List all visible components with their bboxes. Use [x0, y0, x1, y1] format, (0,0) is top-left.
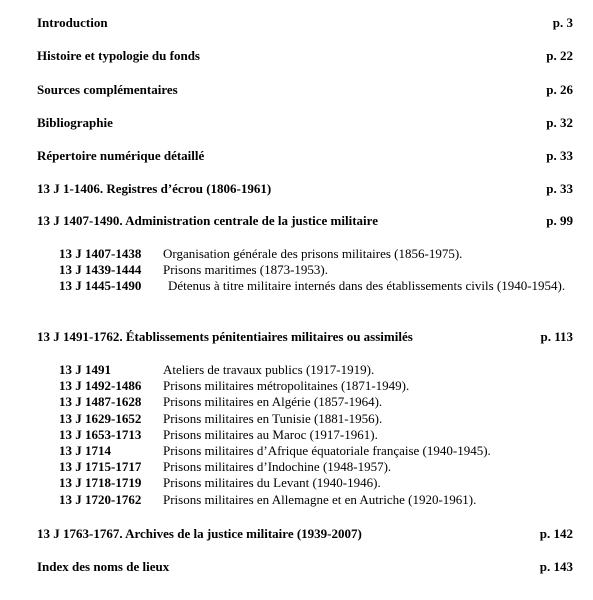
toc-entry-index[interactable] [37, 559, 573, 575]
toc-entry-histoire[interactable] [37, 48, 573, 64]
subsection-description: Organisation générale des prisons militaires (1856-1975). [163, 246, 463, 261]
toc-entry-page: p. 3 [552, 15, 573, 30]
subsection-code: 13 J 1653-1713 [59, 427, 142, 442]
subsection-code: 13 J 1491 [59, 362, 111, 377]
subsection-code: 13 J 1487-1628 [59, 394, 142, 409]
toc-entry-repertoire[interactable] [37, 148, 573, 164]
toc-entry-label: 13 J 1-1406. Registres d’écrou (1806-1961) [37, 181, 272, 196]
toc-entry-page: p. 113 [540, 329, 573, 344]
toc-entry-introduction[interactable] [37, 15, 573, 31]
toc-entry-etablissements[interactable] [37, 329, 573, 345]
subsection-description: Prisons militaires en Allemagne et en Autriche (1920-1961). [163, 492, 477, 507]
subsection-code: 13 J 1715-1717 [59, 459, 142, 474]
subsection-code: 13 J 1629-1652 [59, 411, 142, 426]
subsection-description: Prisons militaires d’Afrique équatoriale française (1940-1945). [163, 443, 491, 458]
toc-entry-label: Sources complémentaires [37, 82, 178, 97]
subsection-code: 13 J 1445-1490 [59, 278, 142, 293]
toc-entry-archives[interactable] [37, 526, 573, 542]
subsection-description: Prisons militaires au Maroc (1917-1961). [163, 427, 378, 442]
toc-entry-administration[interactable] [37, 213, 573, 229]
toc-entry-label: 13 J 1763-1767. Archives de la justice militaire (1939-2007) [37, 526, 362, 541]
subsection-code: 13 J 1718-1719 [59, 475, 142, 490]
toc-entry-page: p. 33 [546, 148, 573, 163]
toc-entry-label: 13 J 1491-1762. Établissements pénitentiaires militaires ou assimilés [37, 329, 413, 344]
toc-entry-label: Bibliographie [37, 115, 113, 130]
toc-entry-page: p. 142 [539, 526, 573, 541]
toc-entry-page: p. 33 [546, 181, 573, 196]
toc-entry-label: 13 J 1407-1490. Administration centrale de la justice militaire [37, 213, 378, 228]
subsection-description: Détenus à titre militaire internés dans des établissements civils (1940-1954). [168, 278, 566, 293]
subsection-code: 13 J 1714 [59, 443, 111, 458]
subsection-description: Ateliers de travaux publics (1917-1919). [163, 362, 375, 377]
toc-entry-page: p. 22 [546, 48, 573, 63]
subsection-code: 13 J 1492-1486 [59, 378, 142, 393]
toc-entry-label: Index des noms de lieux [37, 559, 170, 574]
toc-entry-registres[interactable] [37, 181, 573, 197]
toc-entry-label: Répertoire numérique détaillé [37, 148, 205, 163]
subsection-description: Prisons militaires en Tunisie (1881-1956). [163, 411, 383, 426]
toc-entry-bibliographie[interactable] [37, 115, 573, 131]
toc-entry-label: Introduction [37, 15, 108, 30]
subsection-description: Prisons militaires en Algérie (1857-1964). [163, 394, 383, 409]
subsection-code: 13 J 1407-1438 [59, 246, 142, 261]
subsection-description: Prisons militaires métropolitaines (1871-1949). [163, 378, 410, 393]
toc-entry-page: p. 32 [546, 115, 573, 130]
toc-entry-sources[interactable] [37, 82, 573, 98]
subsection-description: Prisons militaires d’Indochine (1948-1957). [163, 459, 392, 474]
subsection-description: Prisons maritimes (1873-1953). [163, 262, 329, 277]
toc-entry-label: Histoire et typologie du fonds [37, 48, 200, 63]
subsection-code: 13 J 1439-1444 [59, 262, 142, 277]
toc-entry-page: p. 99 [546, 213, 573, 228]
subsection-description: Prisons militaires du Levant (1940-1946). [163, 475, 381, 490]
toc-entry-page: p. 143 [539, 559, 573, 574]
subsection-code: 13 J 1720-1762 [59, 492, 142, 507]
toc-entry-page: p. 26 [546, 82, 573, 97]
